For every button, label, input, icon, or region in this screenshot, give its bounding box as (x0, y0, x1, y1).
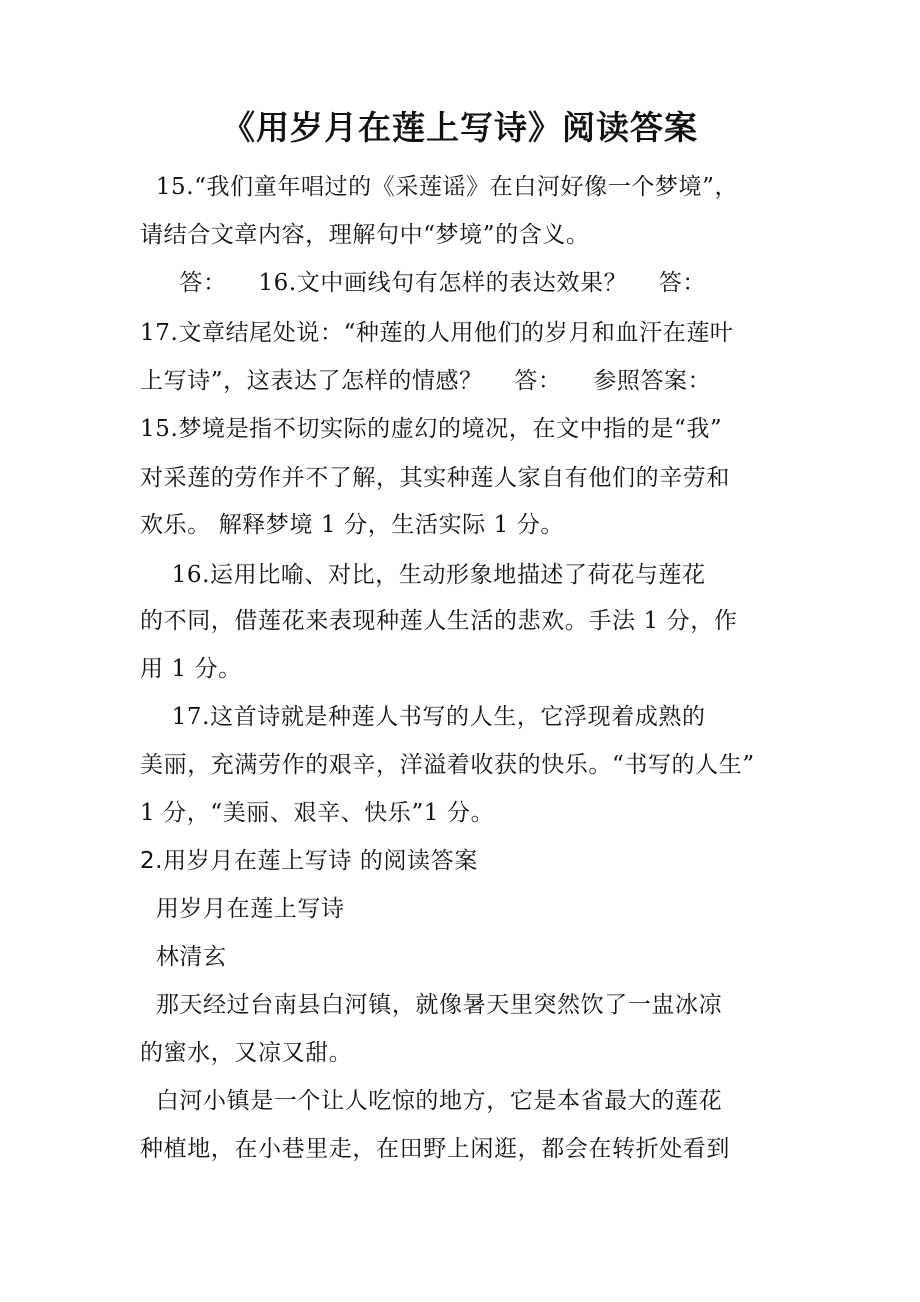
answer-17-line-1: 17.这首诗就是种莲人书写的人生，它浮现着成熟的 (140, 704, 706, 730)
question-17-line-1: 17.文章结尾处说：“种莲的人用他们的岁月和血汗在莲叶 (140, 320, 734, 346)
answer-16-line-3: 用 1 分。 (140, 656, 242, 682)
answer-15-line-1: 15.梦境是指不切实际的虚幻的境况，在文中指的是“我” (140, 416, 723, 442)
question-17-line-2: 上写诗”，这表达了怎样的情感？ 答： 参照答案： (140, 368, 712, 394)
answer-15-line-3: 欢乐。 解释梦境 1 分，生活实际 1 分。 (140, 512, 565, 538)
essay-author: 林清玄 (140, 944, 227, 970)
answer-16-line-2: 的不同，借莲花来表现种莲人生活的悲欢。手法 1 分，作 (140, 608, 738, 634)
document-title: 《用岁月在莲上写诗》阅读答案 (222, 108, 698, 147)
section-2-heading: 2.用岁月在莲上写诗 的阅读答案 (140, 848, 478, 874)
question-15-line-2: 请结合文章内容，理解句中“梦境”的含义。 (140, 222, 590, 248)
answer-17-line-3: 1 分，“美丽、艰辛、快乐”1 分。 (140, 800, 495, 826)
answer-17-line-2: 美丽，充满劳作的艰辛，洋溢着收获的快乐。“书写的人生” (140, 752, 755, 778)
essay-paragraph-2-line-2: 种植地，在小巷里走，在田野上闲逛，都会在转折处看到 (140, 1136, 730, 1162)
essay-title: 用岁月在莲上写诗 (140, 896, 345, 922)
answer-16-question-line: 答： 16.文中画线句有怎样的表达效果？ 答： (140, 270, 707, 296)
answer-15-line-2: 对采莲的劳作并不了解，其实种莲人家自有他们的辛劳和 (140, 465, 730, 491)
essay-paragraph-2-line-1: 白河小镇是一个让人吃惊的地方，它是本省最大的莲花 (140, 1088, 723, 1114)
essay-paragraph-1-line-2: 的蜜水，又凉又甜。 (140, 1040, 353, 1066)
question-15-line-1: 15.“我们童年唱过的《采莲谣》在白河好像一个梦境”， (140, 174, 739, 200)
answer-16-line-1: 16.运用比喻、对比，生动形象地描述了荷花与莲花 (140, 562, 706, 588)
essay-paragraph-1-line-1: 那天经过台南县白河镇，就像暑天里突然饮了一盅冰凉 (140, 992, 723, 1018)
